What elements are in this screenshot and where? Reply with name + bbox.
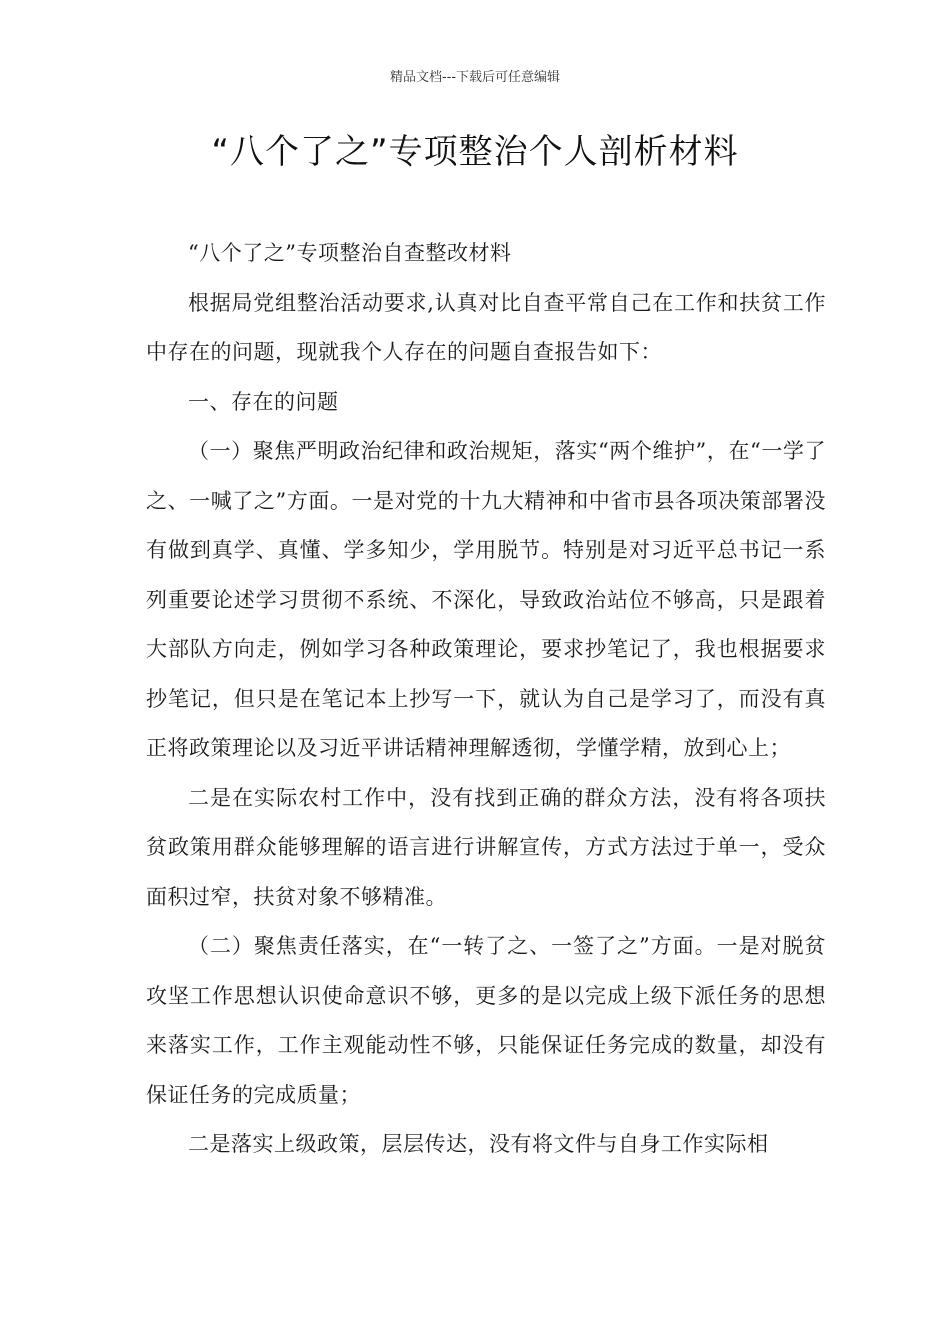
paragraph-item-4: 二是落实上级政策，层层传达，没有将文件与自身工作实际相 bbox=[188, 1132, 769, 1156]
paragraph-item-3: （二）聚焦责任落实，在“一转了之、一签了之”方面。一是对脱贫攻坚工作思想认识使命意识不够，更多的是以完成上级下派任务的思想来落实工作，工作主观能动性不够，只能保证任务完成的数量，却没有保证任务的完成质量； bbox=[146, 934, 826, 1107]
document-title: “八个了之”专项整治个人剖析材料 bbox=[211, 132, 739, 172]
page-header-note: 精品文档---下载后可任意编辑 bbox=[389, 70, 561, 85]
document-body bbox=[146, 229, 826, 1170]
subtitle-paragraph: “八个了之”专项整治自查整改材料 bbox=[188, 241, 512, 265]
paragraph-item-2: 二是在实际农村工作中，没有找到正确的群众方法，没有将各项扶贫政策用群众能够理解的语言进行讲解宣传，方式方法过于单一，受众面积过窄，扶贫对象不够精准。 bbox=[146, 785, 826, 909]
paragraph-item-1: （一）聚焦严明政治纪律和政治规矩，落实“两个维护”，在“一学了之、一喊了之”方面。一是对党的十九大精神和中省市县各项决策部署没有做到真学、真懂、学多知少，学用脱节。特别是对习近平总书记一系列重要论述学习贯彻不系统、不深化，导致政治站位不够高，只是跟着大部队方向走，例如学习各种政策理论，要求抄笔记了，我也根据要求抄笔记，但只是在笔记本上抄写一下，就认为自己是学习了，而没有真正将政策理论以及习近平讲话精神理解透彻，学懂学精，放到心上； bbox=[146, 439, 826, 760]
intro-paragraph: 根据局党组整治活动要求,认真对比自查平常自己在工作和扶贫工作中存在的问题，现就我个人存在的问题自查报告如下： bbox=[146, 290, 826, 364]
section-heading: 一、存在的问题 bbox=[188, 389, 339, 414]
